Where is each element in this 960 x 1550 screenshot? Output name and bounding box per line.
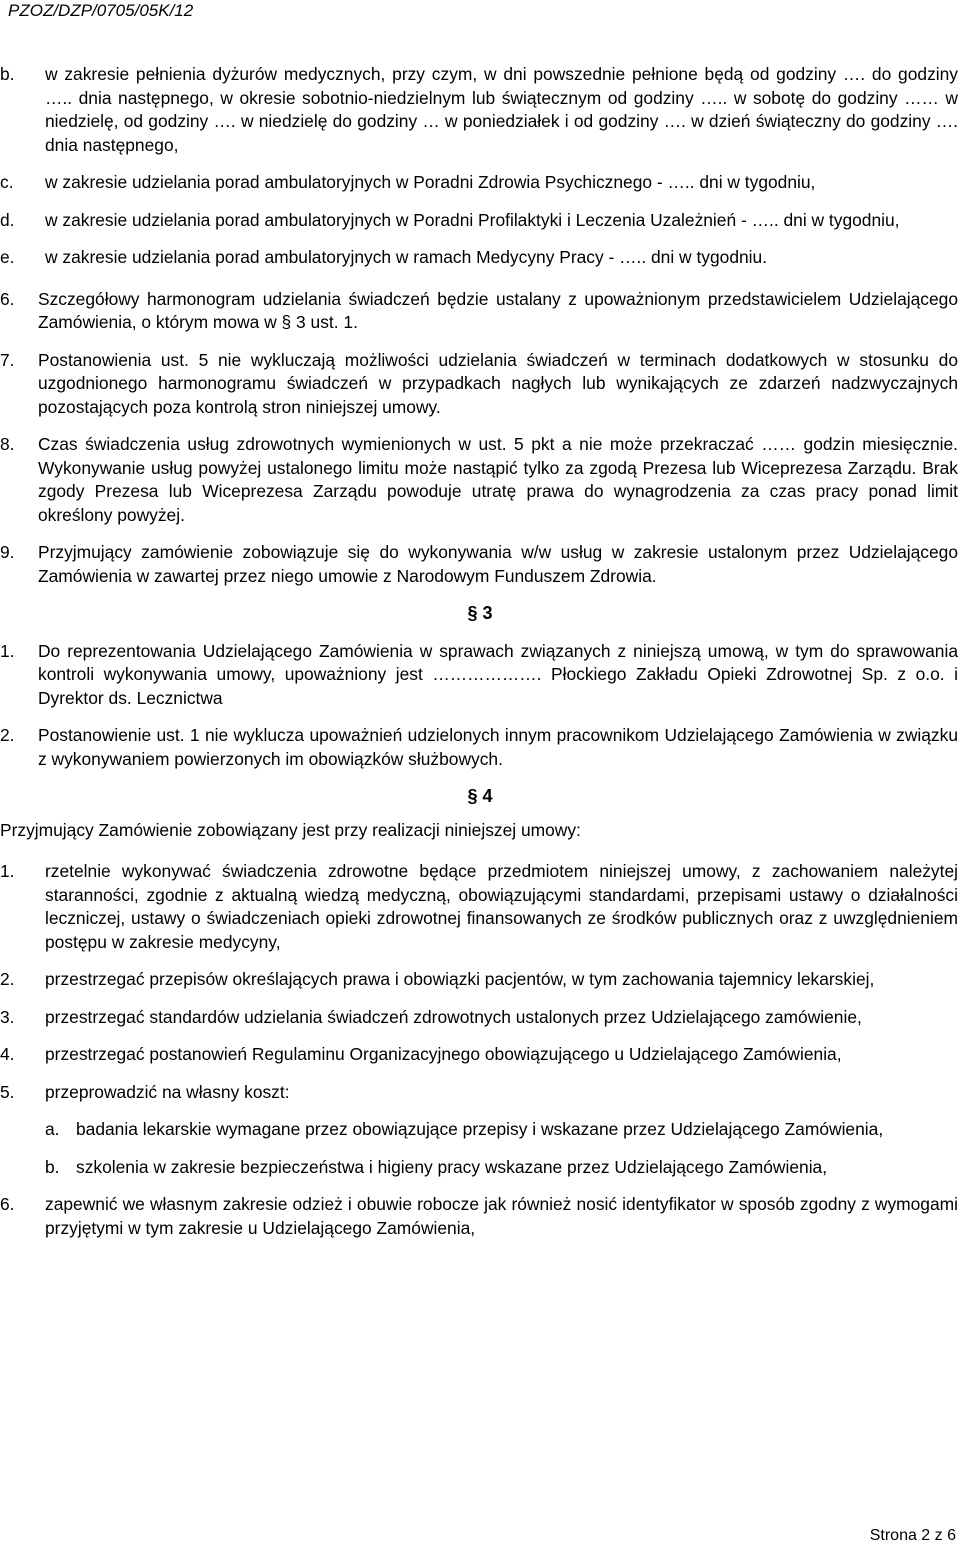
- point-label: 8.: [0, 434, 15, 454]
- point-label: 1.: [0, 861, 15, 881]
- point-label: 6.: [0, 288, 15, 309]
- subpoint-label: a.: [45, 1119, 60, 1139]
- list-item-e: [0, 246, 958, 270]
- section-4-point-2: [0, 968, 958, 992]
- subpoint-text: badania lekarskie wymagane przez obowiązujące przepisy i wskazane przez Udzielającego Zamówienia,: [76, 1119, 884, 1139]
- section-4-point-3: [0, 1006, 958, 1030]
- list-label: c.: [0, 172, 14, 192]
- point-text: Postanowienie ust. 1 nie wyklucza upoważnień udzielonych innym pracownikom Udzielającego Zamówienia w związku z wykonywaniem powierzonych im obowiązków służbowych.: [38, 725, 958, 769]
- section-4-point-6: [0, 1193, 958, 1240]
- point-9: [0, 541, 958, 588]
- point-label: 2.: [0, 725, 15, 745]
- point-label: 4.: [0, 1044, 15, 1064]
- subpoint-text: szkolenia w zakresie bezpieczeństwa i higieny pracy wskazane przez Udzielającego Zamówienia,: [76, 1156, 828, 1177]
- section-3-heading: § 3: [467, 603, 493, 623]
- list-item-b: [0, 63, 958, 157]
- section-3-point-1: [0, 640, 958, 711]
- section-4-point-4: [0, 1043, 958, 1067]
- point-label: 9.: [0, 542, 15, 562]
- list-text: w zakresie pełnienia dyżurów medycznych, przy czym, w dni powszednie pełnione będą od godziny …. do godziny ….. dnia następnego, w okresie sobotnio-niedzielnym lub świątecznym od godziny ….. w sobotę do godziny …… w niedzielę, od godziny …. w niedzielę do godziny … w poniedziałek i od godziny …. w dzień świąteczny do godziny …. dnia następnego,: [45, 64, 958, 155]
- point-6: [0, 288, 958, 335]
- document-reference: PZOZ/DZP/0705/05K/12: [8, 1, 194, 20]
- point-label: 6.: [0, 1194, 15, 1214]
- point-label: 1.: [0, 640, 15, 661]
- list-text: w zakresie udzielania porad ambulatoryjnych w ramach Medycyny Pracy - ….. dni w tygodniu.: [45, 247, 768, 267]
- section-4-subpoint-b: [0, 1156, 958, 1180]
- point-label: 5.: [0, 1081, 15, 1102]
- point-text: przestrzegać przepisów określających prawa i obowiązki pacjentów, w tym zachowania tajemnicy lekarskiej,: [45, 969, 875, 989]
- point-label: 7.: [0, 349, 15, 370]
- point-text: przeprowadzić na własny koszt:: [45, 1081, 290, 1102]
- point-text: rzetelnie wykonywać świadczenia zdrowotne będące przedmiotem niniejszej umowy, z zachowaniem należytej staranności, zgodnie z aktualną wiedzą medyczną, obowiązującymi standardami, przepisami ustawy o działalności leczniczej, ustawy o świadczeniach opieki zdrowotnej finansowanych ze środków publicznych oraz z uwzględnieniem postępu w zakresie medycyny,: [45, 861, 958, 952]
- point-text: przestrzegać standardów udzielania świadczeń zdrowotnych ustalonych przez Udzielającego zamówienie,: [45, 1006, 862, 1027]
- list-item-c: [0, 171, 958, 195]
- point-text: Szczegółowy harmonogram udzielania świadczeń będzie ustalany z upoważnionym przedstawicielem Udzielającego Zamówienia, o którym mowa w § 3 ust. 1.: [38, 288, 958, 332]
- list-label: b.: [0, 64, 15, 84]
- list-text: w zakresie udzielania porad ambulatoryjnych w Poradni Zdrowia Psychicznego - ….. dni w tygodniu,: [45, 172, 816, 192]
- list-label: d.: [0, 209, 15, 230]
- section-4-subpoint-a: [0, 1118, 958, 1142]
- section-4-intro: Przyjmujący Zamówienie zobowiązany jest przy realizacji niniejszej umowy:: [0, 819, 581, 840]
- section-4-point-5: [0, 1081, 958, 1105]
- point-7: [0, 349, 958, 420]
- list-text: w zakresie udzielania porad ambulatoryjnych w Poradni Profilaktyki i Leczenia Uzależnień - ….. dni w tygodniu,: [45, 209, 900, 230]
- point-label: 3.: [0, 1006, 15, 1027]
- point-label: 2.: [0, 969, 15, 989]
- point-8: [0, 433, 958, 527]
- section-3-point-2: [0, 724, 958, 771]
- point-text: Do reprezentowania Udzielającego Zamówienia w sprawach związanych z niniejszą umową, w tym do sprawowania kontroli wykonywania umowy, upoważniony jest ………………. Płockiego Zakładu Opieki Zdrowotnej Sp. z o.o. i Dyrektor ds. Lecznictwa: [38, 640, 958, 708]
- document-body: [0, 63, 960, 1240]
- point-text: Czas świadczenia usług zdrowotnych wymienionych w ust. 5 pkt a nie może przekraczać …… godzin miesięcznie. Wykonywanie usług powyżej ustalonego limitu może nastąpić tylko za zgodą Prezesa lub Wiceprezesa Zarządu. Brak zgody Prezesa lub Wiceprezesa Zarządu powoduje utratę prawa do wynagrodzenia za czas pracy ponad limit określony powyżej.: [38, 434, 958, 525]
- subpoint-label: b.: [45, 1156, 60, 1177]
- point-text: Postanowienia ust. 5 nie wykluczają możliwości udzielania świadczeń w terminach dodatkowych w stosunku do uzgodnionego harmonogramu świadczeń w przypadkach nagłych lub wynikających ze zdarzeń nadzwyczajnych pozostających poza kontrolą stron niniejszej umowy.: [38, 349, 958, 417]
- point-text: Przyjmujący zamówienie zobowiązuje się do wykonywania w/w usług w zakresie ustalonym przez Udzielającego Zamówienia w zawartej przez niego umowie z Narodowym Funduszem Zdrowia.: [38, 542, 958, 586]
- list-item-d: [0, 209, 958, 233]
- section-4-heading: § 4: [467, 786, 493, 806]
- list-label: e.: [0, 247, 15, 267]
- section-4-point-1: [0, 860, 958, 954]
- point-text: zapewnić we własnym zakresie odzież i obuwie robocze jak również nosić identyfikator w sposób zgodny z wymogami przyjętymi w tym zakresie u Udzielającego Zamówienia,: [45, 1194, 958, 1238]
- point-text: przestrzegać postanowień Regulaminu Organizacyjnego obowiązującego u Udzielającego Zamówienia,: [45, 1044, 842, 1064]
- page-number: Strona 2 z 6: [869, 1527, 956, 1544]
